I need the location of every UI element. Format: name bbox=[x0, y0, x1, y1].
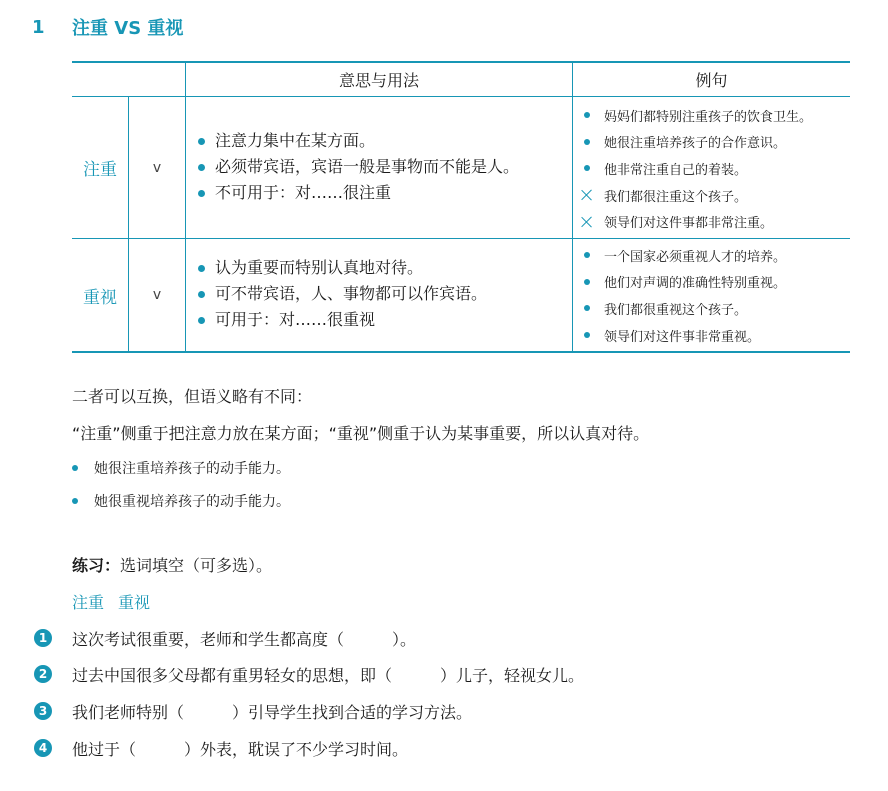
choice-word: 重视 bbox=[118, 593, 151, 612]
bullet-icon bbox=[198, 291, 205, 298]
bullet-icon bbox=[198, 190, 205, 197]
note-line: 二者可以互换，但语义略有不同： bbox=[72, 387, 313, 406]
bullet-icon bbox=[72, 465, 78, 471]
question-number: 1 bbox=[34, 629, 52, 647]
example-item: 他们对声调的准确性特别重视。 bbox=[582, 269, 786, 296]
row-pos: v bbox=[152, 159, 162, 176]
bullet-icon bbox=[584, 139, 590, 145]
example-item: 一个国家必须重视人才的培养。 bbox=[582, 242, 786, 269]
bullet-icon bbox=[584, 252, 590, 258]
usage-item: 不可用于：对……很注重 bbox=[198, 180, 519, 206]
example-item: 领导们对这件事非常重视。 bbox=[582, 322, 786, 349]
usage-item: 注意力集中在某方面。 bbox=[198, 128, 519, 154]
bullet-icon bbox=[584, 279, 590, 285]
section-title: 注重 VS 重视 bbox=[72, 18, 184, 39]
usage-item: 可不带宾语，人、事物都可以作宾语。 bbox=[198, 281, 487, 307]
question-item bbox=[34, 699, 472, 723]
cross-icon bbox=[582, 190, 592, 200]
example-list bbox=[582, 242, 786, 348]
question-text: 我们老师特别（ ）引导学生找到合适的学习方法。 bbox=[72, 702, 473, 722]
bullet-icon bbox=[584, 332, 590, 338]
question-text: 这次考试很重要，老师和学生都高度（ ）。 bbox=[72, 629, 417, 649]
bullet-icon bbox=[198, 317, 205, 324]
table-divider bbox=[185, 61, 186, 351]
header-usage: 意思与用法 bbox=[338, 70, 419, 90]
choice-word: 注重 bbox=[72, 593, 105, 612]
question-text: 过去中国很多父母都有重男轻女的思想，即（ ）儿子，轻视女儿。 bbox=[72, 665, 585, 685]
question-item bbox=[34, 626, 416, 650]
table-header-rule bbox=[72, 96, 850, 97]
example-item-wrong: 领导们对这件事都非常注重。 bbox=[582, 208, 812, 235]
usage-list bbox=[198, 255, 487, 333]
usage-item: 必须带宾语，宾语一般是事物而不能是人。 bbox=[198, 154, 519, 180]
question-number: 3 bbox=[34, 702, 52, 720]
bullet-icon bbox=[584, 165, 590, 171]
note-example: 她很注重培养孩子的动手能力。 bbox=[72, 458, 290, 478]
bullet-icon bbox=[584, 305, 590, 311]
example-item: 她很注重培养孩子的合作意识。 bbox=[582, 129, 812, 156]
bullet-icon bbox=[198, 164, 205, 171]
comparison-table bbox=[72, 61, 850, 353]
example-item: 他非常注重自己的着装。 bbox=[582, 155, 812, 182]
table-divider bbox=[572, 61, 573, 351]
example-item-wrong: 我们都很注重这个孩子。 bbox=[582, 182, 812, 209]
example-item: 我们都很重视这个孩子。 bbox=[582, 295, 786, 322]
cross-icon bbox=[582, 217, 592, 227]
note-line: “注重”侧重于把注意力放在某方面；“重视”侧重于认为某事重要，所以认真对待。 bbox=[72, 424, 650, 443]
usage-item: 可用于：对……很重视 bbox=[198, 307, 487, 333]
usage-list bbox=[198, 128, 519, 206]
table-bottom-rule bbox=[72, 351, 850, 353]
usage-item: 认为重要而特别认真地对待。 bbox=[198, 255, 487, 281]
bullet-icon bbox=[198, 265, 205, 272]
question-text: 他过于（ ）外表，耽误了不少学习时间。 bbox=[72, 739, 409, 759]
question-item bbox=[34, 662, 584, 686]
word-choices bbox=[72, 590, 164, 613]
header-examples: 例句 bbox=[695, 70, 728, 90]
practice-label: 练习： bbox=[72, 556, 121, 575]
section-number: 1 bbox=[32, 16, 45, 38]
practice-instruction bbox=[72, 553, 272, 576]
bullet-icon bbox=[198, 138, 205, 145]
practice-text: 选词填空（可多选）。 bbox=[120, 556, 273, 575]
question-number: 2 bbox=[34, 665, 52, 683]
row-word: 重视 bbox=[83, 287, 117, 308]
note-example: 她很重视培养孩子的动手能力。 bbox=[72, 491, 290, 511]
bullet-icon bbox=[584, 112, 590, 118]
section-heading bbox=[32, 14, 183, 40]
question-item bbox=[34, 736, 408, 760]
example-item: 妈妈们都特别注重孩子的饮食卫生。 bbox=[582, 102, 812, 129]
example-list bbox=[582, 102, 812, 235]
table-row-rule bbox=[72, 238, 850, 239]
row-word: 注重 bbox=[83, 160, 117, 180]
row-pos: v bbox=[152, 287, 162, 303]
bullet-icon bbox=[72, 498, 78, 504]
question-number: 4 bbox=[34, 739, 52, 757]
